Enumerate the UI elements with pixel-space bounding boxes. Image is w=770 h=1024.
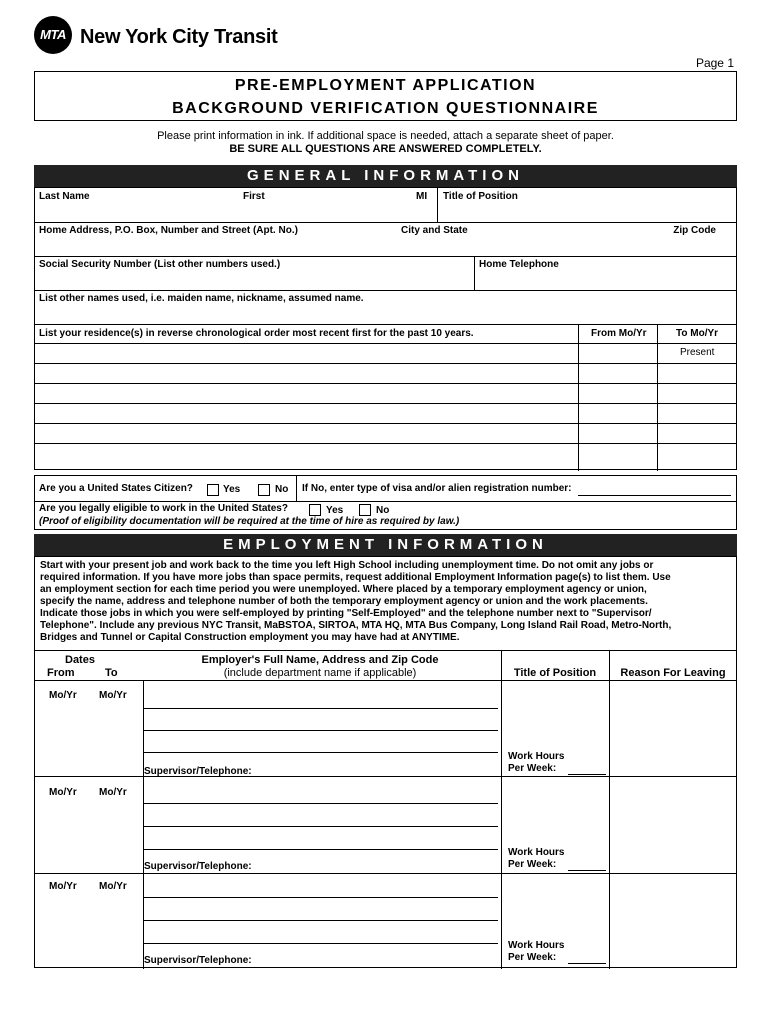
mi-label: MI <box>416 191 428 202</box>
job3-to: Mo/Yr <box>99 881 127 892</box>
reason-for-leaving-header: Reason For Leaving <box>620 667 726 679</box>
home-telephone-label: Home Telephone <box>479 259 559 270</box>
zip-code-label: Zip Code <box>673 225 716 236</box>
residences-label: List your residence(s) in reverse chronological order most recent first for the past 10 years. <box>39 328 474 339</box>
instruction-line: Please print information in ink. If additional space is needed, attach a separate sheet of paper. <box>157 130 614 142</box>
page-number: Page 1 <box>695 56 734 70</box>
to-mo-yr-label: To Mo/Yr <box>676 328 719 339</box>
citizen-question: Are you a United States Citizen? <box>39 483 193 494</box>
job1-from: Mo/Yr <box>49 690 77 701</box>
org-name: New York City Transit <box>80 26 278 48</box>
employment-instructions: Start with your present job and work back to the time you left High School including unemployment time. Do not omit any jobs or required information. If you have more jobs than space permits, request additional Employment Information page(s) to list them. Use an employment section for each time period you were unemployed. Where placed by a temporary employment agency or union, specify the name, address and telephone number of both the temporary employment agency or union and the work placements. Indicate those jobs in which you were self-employed by printing "Self-Employed" and the telephone number next to "Supervisor/ Telephone". Include any previous NYC Transit, MaBSTOA, SIRTOA, MTA HQ, MTA Bus Company, Long Island Rail Road, Metro-North, Bridges and Tunnel or Capital Construction employment you may have had at ANYTIME. <box>40 560 672 643</box>
dates-header: Dates <box>65 654 95 666</box>
general-information-grid <box>34 187 737 470</box>
present-label: Present <box>680 347 715 358</box>
form-title-box <box>34 71 737 121</box>
job1-supervisor-label: Supervisor/Telephone: <box>144 766 252 777</box>
job1-per-week-label: Per Week: <box>508 763 557 774</box>
from-header: From <box>47 667 75 679</box>
employer-subheader: (include department name if applicable) <box>223 667 417 679</box>
visa-question: If No, enter type of visa and/or alien registration number: <box>302 483 572 494</box>
citizen-no-checkbox[interactable] <box>258 481 270 499</box>
instruction-emphasis: BE SURE ALL QUESTIONS ARE ANSWERED COMPLETELY. <box>229 143 542 155</box>
visa-number-field[interactable] <box>578 495 731 496</box>
proof-note: (Proof of eligibility documentation will be required at the time of hire as required by law.) <box>39 516 460 527</box>
eligible-no-label: No <box>376 505 390 516</box>
mta-logo: MTA <box>34 16 72 54</box>
employer-header: Employer's Full Name, Address and Zip Code <box>201 654 439 666</box>
job2-supervisor-label: Supervisor/Telephone: <box>144 861 252 872</box>
other-names-label: List other names used, i.e. maiden name, nickname, assumed name. <box>39 293 364 304</box>
citizen-no-label: No <box>275 484 289 495</box>
ssn-label: Social Security Number (List other numbers used.) <box>39 259 281 270</box>
form-title: PRE-EMPLOYMENT APPLICATION <box>234 77 537 94</box>
job3-supervisor-label: Supervisor/Telephone: <box>144 955 252 966</box>
eligible-yes-label: Yes <box>326 505 344 516</box>
from-mo-yr-label: From Mo/Yr <box>591 328 647 339</box>
title-of-position-label: Title of Position <box>443 191 518 202</box>
home-address-label: Home Address, P.O. Box, Number and Street (Apt. No.) <box>39 225 298 236</box>
job2-from: Mo/Yr <box>49 787 77 798</box>
city-state-label: City and State <box>401 225 468 236</box>
first-name-label: First <box>243 191 265 202</box>
job1-work-hours-label: Work Hours <box>508 751 565 762</box>
job3-per-week-label: Per Week: <box>508 952 557 963</box>
general-information-heading: GENERAL INFORMATION <box>34 165 737 187</box>
title-of-position-header: Title of Position <box>513 667 597 679</box>
citizen-yes-label: Yes <box>223 484 241 495</box>
legal-eligibility-question: Are you legally eligible to work in the United States? <box>39 503 288 514</box>
citizen-yes-checkbox[interactable] <box>207 481 219 499</box>
job2-to: Mo/Yr <box>99 787 127 798</box>
employment-information-heading: EMPLOYMENT INFORMATION <box>34 534 737 556</box>
job2-per-week-label: Per Week: <box>508 859 557 870</box>
job1-to: Mo/Yr <box>99 690 127 701</box>
form-subtitle: BACKGROUND VERIFICATION QUESTIONNAIRE <box>172 100 599 117</box>
job3-work-hours-label: Work Hours <box>508 940 565 951</box>
last-name-label: Last Name <box>39 191 90 202</box>
to-header: To <box>105 667 118 679</box>
job3-from: Mo/Yr <box>49 881 77 892</box>
employment-section <box>34 556 737 968</box>
citizenship-section <box>34 475 737 530</box>
job2-work-hours-label: Work Hours <box>508 847 565 858</box>
